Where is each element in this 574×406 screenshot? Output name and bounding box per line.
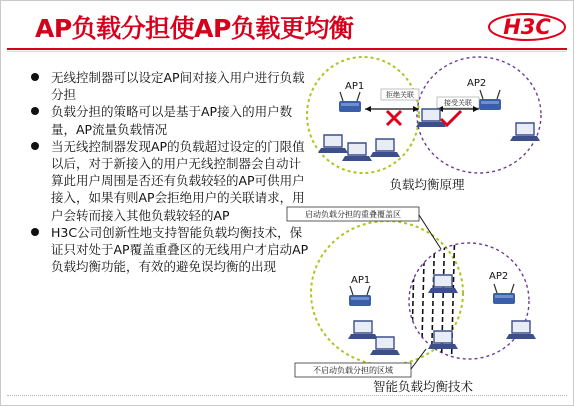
- bullet-item: [31, 103, 311, 137]
- bullet-text: H3C公司创新性地支持智能负载均衡技术，保证只对处于AP覆盖重叠区的无线用户才启动AP负载均衡功能，有效的避免误均衡的出现: [51, 224, 309, 275]
- bullet-list: [31, 69, 311, 275]
- footer-divider: [7, 395, 567, 400]
- bullet-text: 负载分担的策略可以是基于AP接入的用户数量，AP流量负载情况: [51, 104, 293, 137]
- load-balance-principle-diagram: [301, 53, 573, 201]
- bullet-item: [31, 224, 311, 276]
- slide-title: AP负载分担使AP负载更均衡: [35, 14, 354, 43]
- bullet-text: 无线控制器可以设定AP间对接入用户进行负载分担: [51, 70, 305, 103]
- logo-text: H3C: [503, 15, 551, 39]
- top-ap2-label: AP2: [467, 78, 487, 89]
- bullet-dot-icon: [31, 73, 39, 81]
- accept-label: 接受关联: [444, 99, 472, 107]
- title-divider-shadow: [7, 51, 567, 52]
- bullet-dot-icon: [31, 228, 39, 236]
- bullet-item: [31, 138, 311, 224]
- bullet-text: 当无线控制器发现AP的负载超过设定的门限值以后，对于新接入的用户无线控制器会自动计算此用户周围是否还有负载较轻的AP可供用户接入，如果有则AP会拒绝用户的关联请求，用户会转而接入其他负载较轻的AP: [51, 138, 305, 223]
- bullet-dot-icon: [31, 142, 39, 150]
- non-overlap-callout: 不启动负载分担的区域: [313, 366, 393, 375]
- smart-load-balance-diagram: [281, 201, 571, 397]
- bottom-ap2-label: AP2: [489, 271, 509, 282]
- bottom-ap1-label: AP1: [351, 275, 371, 286]
- overlap-callout: 启动负载分担的重叠覆盖区: [305, 210, 401, 219]
- bullet-item: [31, 69, 311, 103]
- bullet-dot-icon: [31, 107, 39, 115]
- bottom-diagram-caption: 智能负载均衡技术: [372, 379, 474, 394]
- top-ap1-label: AP1: [345, 81, 365, 92]
- title-divider: [7, 48, 567, 50]
- top-diagram-caption: 负载均衡原理: [389, 177, 465, 192]
- h3c-logo: [484, 7, 568, 47]
- reject-label: 拒绝关联: [386, 91, 414, 99]
